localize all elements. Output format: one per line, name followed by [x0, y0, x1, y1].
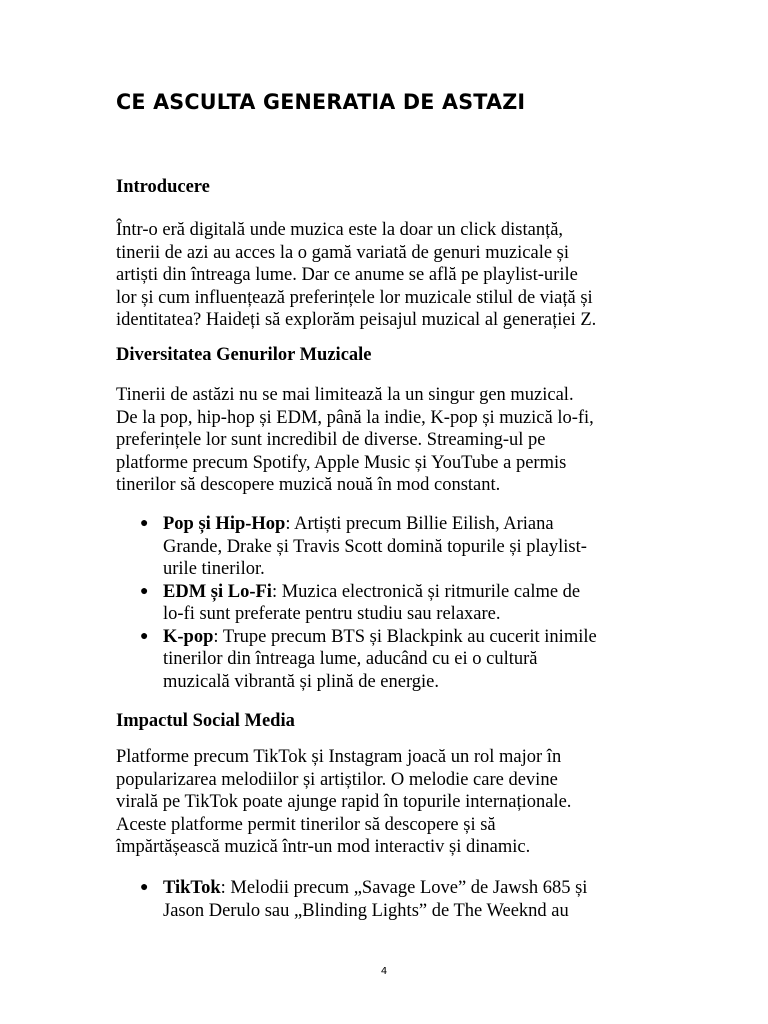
bullet-text: : Muzica electronică și ritmurile calme de — [271, 581, 581, 602]
social-paragraph — [116, 746, 656, 859]
bullet-line: tinerilor din întreaga lume, aducând cu ei o cultură — [163, 649, 538, 669]
intro-heading: Introducere — [116, 177, 210, 197]
bullet-term: EDM și Lo-Fi — [163, 581, 272, 602]
document-title: CE ASCULTA GENERATIA DE ASTAZI — [116, 90, 526, 114]
diversity-paragraph — [116, 384, 656, 497]
bullet-first-line — [163, 626, 660, 649]
list-item — [116, 877, 660, 922]
bullet-text: : Melodii precum „Savage Love” de Jawsh 685 și — [220, 878, 588, 898]
list-item — [116, 626, 660, 694]
bullet-line: Grande, Drake și Travis Scott domină topurile și playlist- — [163, 536, 587, 557]
bullet-first-line — [163, 581, 660, 604]
paragraph-line: preferințele lor sunt incredibil de diverse. Streaming-ul pe — [116, 430, 546, 450]
bullet-term: K-pop — [163, 626, 214, 647]
bullet-line: muzicală vibrantă și plină de energie. — [163, 671, 440, 692]
page-number: 4 — [380, 966, 388, 977]
bullet-line: urile tinerilor. — [163, 559, 265, 579]
diversity-heading: Diversitatea Genurilor Muzicale — [116, 345, 372, 365]
paragraph-line: tinerilor să descopere muzică nouă în mod constant. — [116, 475, 501, 495]
bullet-term: Pop și Hip-Hop — [163, 514, 286, 534]
bullet-text: : Trupe precum BTS și Blackpink au cucerit inimile — [213, 626, 597, 647]
bullet-first-line — [163, 877, 660, 900]
genre-bullet-list — [116, 513, 660, 693]
bullet-first-line — [163, 513, 660, 536]
paragraph-line: identitatea? Haideți să explorăm peisajul muzical al generației Z. — [116, 310, 597, 330]
bullet-icon: ● — [140, 628, 149, 644]
list-item — [116, 513, 660, 581]
bullet-icon: ● — [140, 516, 149, 531]
paragraph-line: virală pe TikTok poate ajunge rapid în topurile internaționale. — [116, 792, 572, 812]
bullet-icon: ● — [140, 880, 149, 895]
social-heading: Impactul Social Media — [116, 711, 295, 731]
paragraph-line: De la pop, hip-hop și EDM, până la indie, K-pop și muzică lo-fi, — [116, 407, 594, 428]
bullet-text: : Artiști precum Billie Eilish, Ariana — [285, 514, 554, 534]
paragraph-line: tinerii de azi au acces la o gamă variată de genuri muzicale și — [116, 242, 570, 263]
paragraph-line: Aceste platforme permit tinerilor să descopere și să — [116, 814, 496, 835]
paragraph-line: platforme precum Spotify, Apple Music și YouTube a permis — [116, 452, 567, 473]
platform-bullet-list — [116, 877, 660, 922]
paragraph-line: popularizarea melodiilor și artiștilor. O melodie care devine — [116, 769, 558, 790]
intro-paragraph — [116, 219, 656, 332]
paragraph-line: Într-o eră digitală unde muzica este la doar un click distanță, — [116, 220, 564, 240]
bullet-icon: ● — [140, 583, 149, 599]
paragraph-line: Tinerii de astăzi nu se mai limitează la un singur gen muzical. — [116, 385, 574, 405]
bullet-term: TikTok — [163, 878, 221, 898]
paragraph-line: împărtășească muzică într-un mod interactiv și dinamic. — [116, 837, 531, 857]
paragraph-line: lor și cum influențează preferințele lor muzicale stilul de viață și — [116, 287, 593, 308]
paragraph-line: artiști din întreaga lume. Dar ce anume se află pe playlist-urile — [116, 265, 578, 285]
bullet-line: lo-fi sunt preferate pentru studiu sau relaxare. — [163, 604, 501, 624]
paragraph-line: Platforme precum TikTok și Instagram joacă un rol major în — [116, 747, 562, 767]
bullet-line: Jason Derulo sau „Blinding Lights” de The Weeknd au — [163, 900, 569, 921]
list-item — [116, 581, 660, 626]
